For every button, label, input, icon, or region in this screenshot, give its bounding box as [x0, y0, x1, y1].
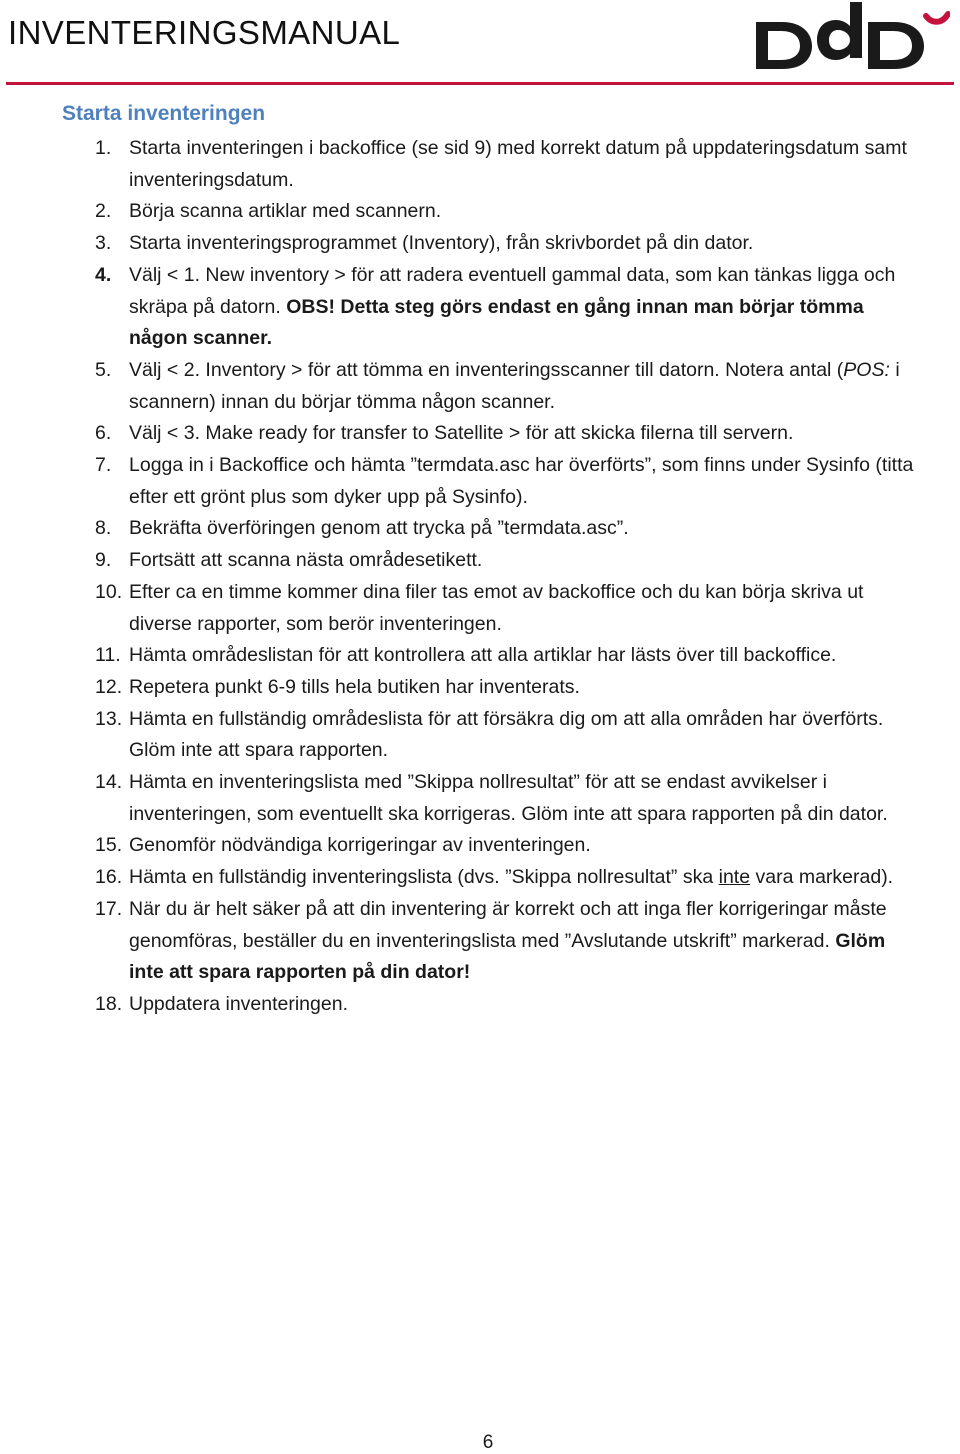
list-item: [0, 228, 960, 260]
list-item-number: 1.: [95, 137, 112, 159]
list-item-number: 4.: [95, 263, 112, 286]
list-item-number: 2.: [95, 200, 112, 223]
list-item-number: 15.: [95, 834, 123, 857]
list-item-number: 9.: [95, 549, 112, 572]
list-item-number: 7.: [95, 454, 112, 477]
list-item: [0, 989, 960, 1021]
list-item-text: Glöm inte att spara rapporten på din dator!: [129, 929, 886, 984]
list-item: [0, 545, 960, 577]
list-item-text: Logga in i Backoffice och hämta ”termdata.asc har överförts”, som finns under Sysinfo (titta efter ett grönt plus som dyker upp på Sysinfo).: [129, 454, 914, 508]
list-item: [0, 767, 960, 830]
ddd-logo: [752, 0, 950, 76]
list-item-number: 18.: [95, 992, 123, 1015]
list-item: [0, 862, 960, 894]
list-item-text: När du är helt säker på att din inventering är korrekt och att inga fler korrigeringar måste genomföras, beställer du en inventeringslista med ”Avslutande utskrift” markerad.: [129, 897, 887, 952]
list-item: [0, 830, 960, 862]
list-item: [0, 894, 960, 989]
list-item-text: Välj < 2. Inventory > för att tömma en inventeringsscanner till datorn. Notera antal (: [129, 358, 844, 381]
document-title: INVENTERINGSMANUAL: [8, 14, 401, 51]
list-item-text: OBS! Detta steg görs endast en gång innan man börjar tömma någon scanner.: [129, 295, 864, 350]
list-item-text: vara markerad).: [750, 866, 894, 889]
list-item-text: Starta inventeringen i backoffice (se sid 9) med korrekt datum på uppdateringsdatum samt inventeringsdatum.: [129, 137, 907, 191]
list-item-number: 14.: [95, 771, 123, 794]
list-item-text: Starta inventeringsprogrammet (Inventory), från skrivbordet på din dator.: [129, 232, 754, 255]
list-item-text: Hämta en fullständig områdeslista för att försäkra dig om att alla områden har överförts. Glöm inte att spara rapporten.: [129, 707, 884, 762]
list-item-text: inte: [718, 866, 751, 889]
list-item-text: Välj < 1. New inventory > för att radera eventuell gammal data, som kan tänkas ligga och skräpa på datorn.: [129, 263, 896, 318]
list-item-number: 13.: [95, 707, 123, 730]
section-heading: Starta inventeringen: [62, 102, 266, 125]
list-item: [0, 418, 960, 450]
list-item: [0, 672, 960, 704]
list-item: [0, 640, 960, 672]
list-item: [0, 260, 960, 355]
list-item-number: 8.: [95, 517, 112, 540]
list-item-number: 3.: [95, 232, 112, 255]
list-item-text: Börja scanna artiklar med scannern.: [129, 200, 442, 223]
list-item-number: 11.: [95, 644, 121, 667]
list-item: [0, 196, 960, 228]
list-item: [0, 513, 960, 545]
list-item-text: Uppdatera inventeringen.: [129, 992, 348, 1015]
list-item-text: i scannern) innan du börjar tömma någon scanner.: [129, 358, 900, 413]
list-item-text: Efter ca en timme kommer dina filer tas emot av backoffice och du kan börja skriva ut diverse rapporter, som berör inventeringen.: [129, 580, 864, 635]
list-item: [0, 704, 960, 767]
list-item-text: Hämta områdeslistan för att kontrollera att alla artiklar har lästs över till backoffice.: [129, 644, 837, 667]
list-item-text: Repetera punkt 6-9 tills hela butiken har inventerats.: [129, 675, 580, 698]
list-item: [0, 355, 960, 418]
list-item-text: Hämta en inventeringslista med ”Skippa nollresultat” för att se endast avvikelser i inventeringen, som eventuellt ska korrigeras. Glöm inte att spara rapporten på din dator.: [129, 771, 888, 825]
list-item-number: 5.: [95, 358, 112, 381]
list-item: [0, 577, 960, 640]
list-item-text: Bekräfta överföringen genom att trycka på ”termdata.asc”.: [129, 517, 629, 540]
list-item-text: Genomför nödvändiga korrigeringar av inventeringen.: [129, 834, 591, 857]
list-item: [0, 133, 960, 196]
list-item-number: 12.: [95, 675, 123, 698]
list-item: [0, 450, 960, 513]
page-number: 6: [482, 1432, 494, 1453]
list-item-number: 16.: [95, 866, 123, 889]
list-item-text: Fortsätt att scanna nästa områdesetikett.: [129, 549, 483, 572]
steps-list: [0, 133, 960, 1021]
list-item-number: 10.: [95, 580, 123, 603]
header-divider: [6, 82, 954, 85]
list-item-number: 6.: [95, 422, 112, 445]
list-item-text: Hämta en fullständig inventeringslista (dvs. ”Skippa nollresultat” ska: [129, 866, 719, 889]
list-item-text: POS:: [843, 358, 890, 381]
list-item-text: Välj < 3. Make ready for transfer to Satellite > för att skicka filerna till servern.: [129, 422, 794, 445]
list-item-number: 17.: [95, 897, 123, 920]
